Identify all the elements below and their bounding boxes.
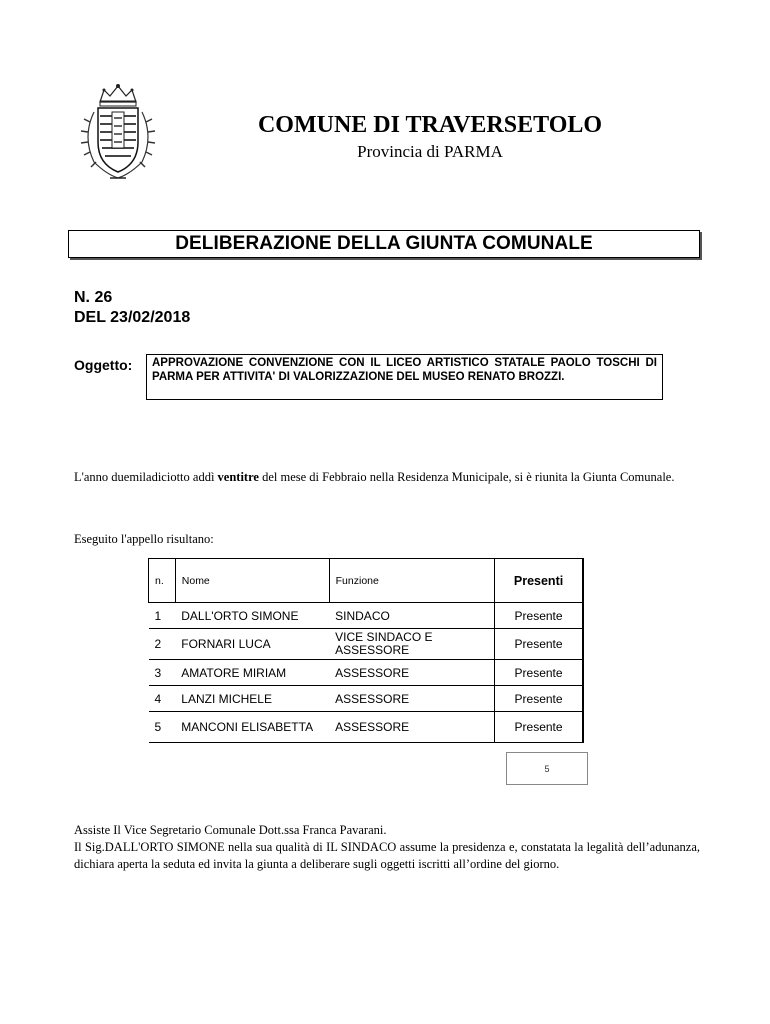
row-status: Presente (495, 686, 583, 712)
resolution-number: N. 26 (74, 289, 113, 306)
table-row (149, 686, 584, 712)
row-number: 3 (154, 665, 162, 680)
closing-paragraph (74, 822, 700, 873)
row-name: MANCONI ELISABETTA (181, 719, 314, 734)
intro-text-after: del mese di Febbraio nella Residenza Municipale, si è riunita la Giunta Comunale. (258, 470, 675, 484)
row-status: Presente (495, 660, 583, 686)
table-header-row (149, 559, 584, 603)
secretary-line: Assiste Il Vice Segretario Comunale Dott.ssa Franca Pavarani. (74, 823, 387, 837)
subject-label: Oggetto: (74, 357, 133, 373)
row-role: ASSESSORE (335, 720, 410, 734)
row-name: LANZI MICHELE (181, 691, 272, 706)
table-row (149, 712, 584, 743)
row-number: 2 (154, 637, 162, 651)
header-n: n. (149, 559, 176, 603)
intro-paragraph (74, 469, 700, 486)
table-row (149, 629, 584, 660)
row-number: 4 (154, 691, 162, 706)
header-present: Presenti (495, 559, 583, 603)
roll-call-text: Eseguito l'appello risultano: (74, 532, 214, 546)
row-number: 5 (154, 720, 162, 734)
document-title-box (68, 230, 700, 258)
row-status: Presente (495, 603, 583, 629)
row-status: Presente (495, 629, 583, 660)
subject-text: APPROVAZIONE CONVENZIONE CON IL LICEO ARTISTICO STATALE PAOLO TOSCHI DI PARMA PER ATTIVITA' DI VALORIZZAZIONE DEL MUSEO RENATO BROZZI. (146, 354, 663, 400)
row-role: ASSESSORE (335, 691, 410, 706)
row-role: ASSESSORE (335, 665, 410, 680)
header-role: Funzione (329, 559, 494, 603)
attendance-table (148, 558, 584, 743)
present-count-box (506, 752, 588, 785)
coat-of-arms-icon (72, 82, 164, 182)
row-name: AMATORE MIRIAM (181, 665, 287, 680)
intro-text-before: L'anno duemiladiciotto addì (74, 470, 218, 484)
header-name: Nome (175, 559, 329, 603)
intro-day: ventitre (217, 470, 259, 484)
row-name: FORNARI LUCA (181, 637, 271, 651)
row-number: 1 (154, 608, 162, 623)
table-row (149, 603, 584, 629)
row-status: Presente (495, 712, 583, 743)
present-count: 5 (544, 763, 550, 774)
org-name: COMUNE DI TRAVERSETOLO (257, 112, 603, 138)
resolution-date: DEL 23/02/2018 (74, 309, 191, 326)
row-role: VICE SINDACO E ASSESSORE (335, 630, 433, 657)
row-name: DALL'ORTO SIMONE (181, 608, 299, 623)
org-province: Provincia di PARMA (357, 142, 503, 161)
presidency-line: Il Sig.DALL'ORTO SIMONE nella sua qualità di IL SINDACO assume la presidenza e, constatata la legalità dell’adunanza, dichiara aperta la seduta ed invita la giunta a deliberare sugli oggetti iscritti all’ordine del giorno. (74, 840, 700, 871)
row-role: SINDACO (335, 608, 390, 623)
table-row (149, 660, 584, 686)
document-title: DELIBERAZIONE DELLA GIUNTA COMUNALE (175, 233, 593, 254)
